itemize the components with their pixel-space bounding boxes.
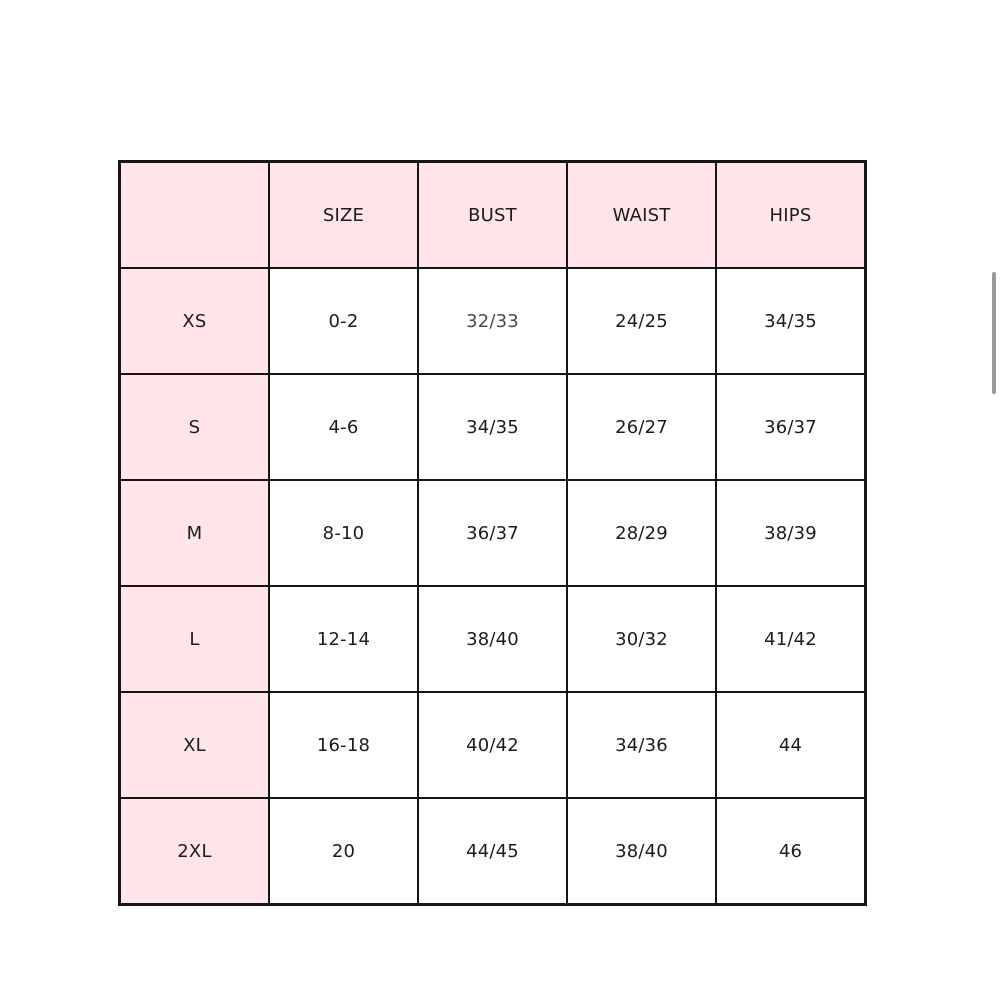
- bust-cell: 34/35: [418, 374, 567, 480]
- waist-cell: 24/25: [567, 268, 716, 374]
- row-label: 2XL: [120, 798, 270, 905]
- bust-cell: 38/40: [418, 586, 567, 692]
- row-label: XL: [120, 692, 270, 798]
- size-cell: 0-2: [269, 268, 418, 374]
- table-row: [120, 374, 866, 480]
- header-bust: BUST: [418, 162, 567, 269]
- table-row: [120, 480, 866, 586]
- row-label: M: [120, 480, 270, 586]
- header-corner-cell: [120, 162, 270, 269]
- header-row: [120, 162, 866, 269]
- waist-cell: 34/36: [567, 692, 716, 798]
- row-label: L: [120, 586, 270, 692]
- bust-cell: 36/37: [418, 480, 567, 586]
- bust-cell: 40/42: [418, 692, 567, 798]
- size-cell: 8-10: [269, 480, 418, 586]
- bust-cell: 32/33: [418, 268, 567, 374]
- hips-cell: 36/37: [716, 374, 866, 480]
- hips-cell: 41/42: [716, 586, 866, 692]
- hips-cell: 46: [716, 798, 866, 905]
- hips-cell: 44: [716, 692, 866, 798]
- table-row: [120, 268, 866, 374]
- row-label: XS: [120, 268, 270, 374]
- waist-cell: 30/32: [567, 586, 716, 692]
- size-cell: 16-18: [269, 692, 418, 798]
- row-label: S: [120, 374, 270, 480]
- table-row: [120, 798, 866, 905]
- size-cell: 20: [269, 798, 418, 905]
- waist-cell: 28/29: [567, 480, 716, 586]
- waist-cell: 26/27: [567, 374, 716, 480]
- header-size: SIZE: [269, 162, 418, 269]
- table-row: [120, 586, 866, 692]
- size-cell: 12-14: [269, 586, 418, 692]
- waist-cell: 38/40: [567, 798, 716, 905]
- size-cell: 4-6: [269, 374, 418, 480]
- header-waist: WAIST: [567, 162, 716, 269]
- vertical-scrollbar[interactable]: [992, 272, 996, 394]
- table-row: [120, 692, 866, 798]
- size-chart-table: [118, 160, 867, 906]
- header-hips: HIPS: [716, 162, 866, 269]
- hips-cell: 38/39: [716, 480, 866, 586]
- bust-cell: 44/45: [418, 798, 567, 905]
- hips-cell: 34/35: [716, 268, 866, 374]
